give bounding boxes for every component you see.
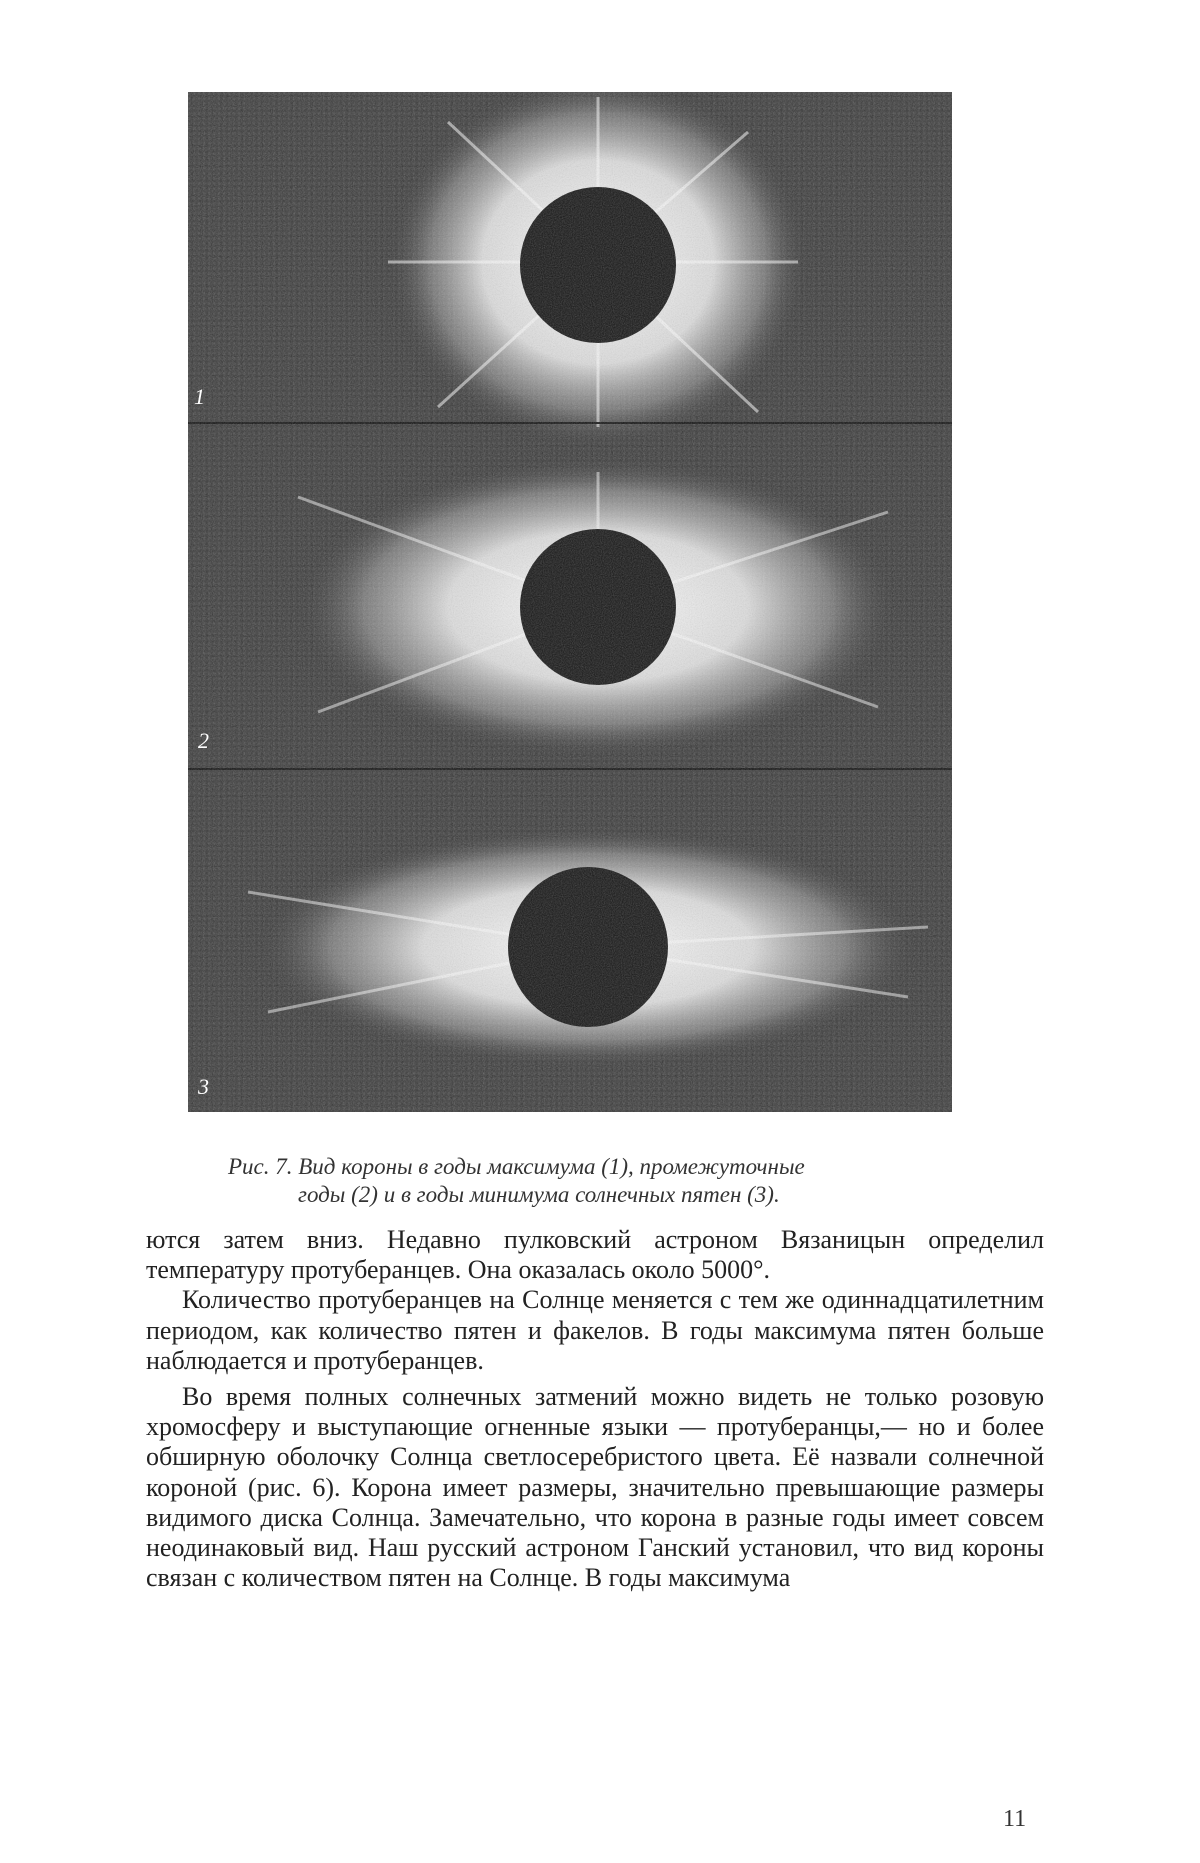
caption-line-2: годы (2) и в годы минимума солнечных пятен (3). xyxy=(298,1182,780,1207)
panel-label-2: 2 xyxy=(198,728,209,753)
page-number: 11 xyxy=(1003,1806,1027,1832)
corona-illustration xyxy=(188,92,952,1112)
figure-caption xyxy=(228,1153,988,1209)
paragraph-2: Количество протуберанцев на Солнце меняется с тем же одиннадцатилетним периодом, как количество пятен и факелов. В годы максимума пятен больше наблюдается и протуберанцев. xyxy=(146,1285,1044,1375)
panel-label-1: 1 xyxy=(194,384,205,409)
paragraph-1: ются затем вниз. Недавно пулковский астроном Вязаницын определил температуру протуберанцев. Она оказалась около 5000°. xyxy=(146,1225,1044,1285)
paragraph-3: Во время полных солнечных затмений можно видеть не только розовую хромосферу и выступающие огненные языки — протуберанцы,— но и более обширную оболочку Солнца светлосеребристого цвета. Её назвали солнечной короной (рис. 6). Корона имеет размеры, значительно превышающие размеры видимого диска Солнца. Замечательно, что корона в разные годы имеет совсем неодинаковый вид. Наш русский астроном Ганский установил, что вид короны связан с количеством пятен на Солнце. В годы максимума xyxy=(146,1382,1044,1593)
body-text xyxy=(146,1225,1044,1593)
caption-line-1: Рис. 7. Вид короны в годы максимума (1), промежуточные xyxy=(228,1154,805,1179)
corona-figure xyxy=(188,92,952,1112)
panel-label-3: 3 xyxy=(198,1074,209,1099)
halftone-texture xyxy=(188,92,952,1112)
